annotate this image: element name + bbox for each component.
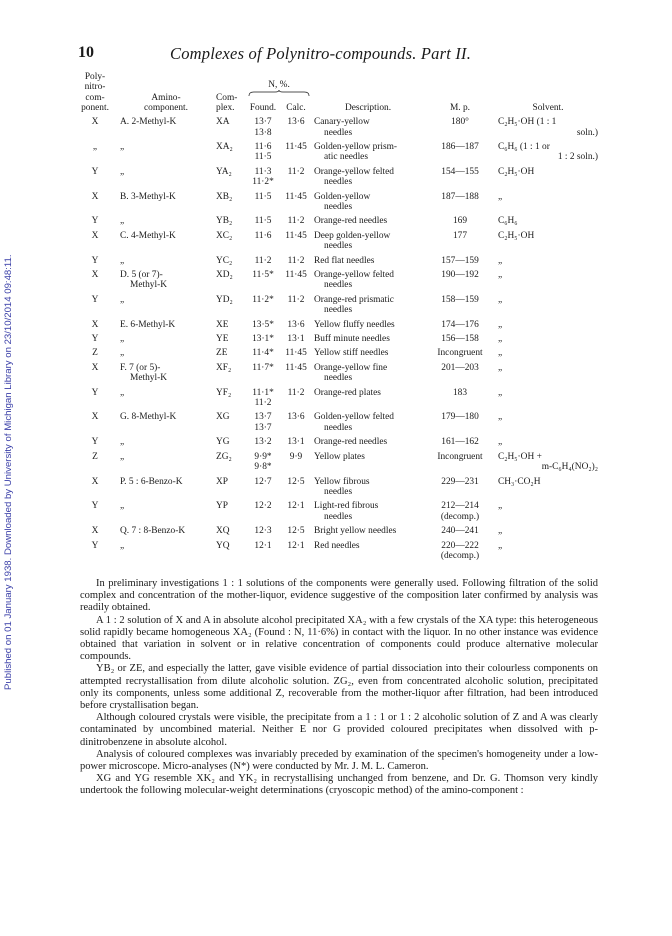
cell-calc: 12·5 (287, 526, 305, 537)
cell-description: Yellow fibrous needles (314, 476, 370, 497)
cell-polynitro: Y (91, 437, 99, 448)
cell-amino: „ (120, 141, 125, 152)
cell-solvent: „ (498, 387, 503, 398)
cell-description: Orange-red needles (314, 216, 388, 227)
cell-mp: 154—155 (441, 166, 479, 177)
cell-solvent: C₂H₅·OH (498, 230, 535, 241)
cell-calc: 11·45 (285, 362, 307, 373)
header-complex: Com- plex. (216, 92, 238, 114)
cell-description: Golden-yellow prism- atic needles (314, 141, 398, 163)
cell-polynitro: X (91, 270, 99, 280)
cell-mp: 229—231 (441, 476, 479, 487)
cell-mp: 156—158 (441, 334, 479, 345)
cell-found: 13·2 (254, 437, 272, 448)
cell-complex: XQ (216, 526, 230, 537)
cell-polynitro: X (91, 230, 99, 241)
cell-description: Yellow plates (314, 451, 365, 462)
cell-solvent: C₆H₆ (1 : 1 or 1 : 2 soln.) (498, 141, 598, 163)
cell-description: Orange-yellow felted needles (314, 166, 394, 188)
cell-found: 13·7 13·8 (254, 117, 272, 138)
cell-complex: ZE (216, 348, 228, 359)
paragraph: Analysis of coloured complexes was invariably preceded by examination of the specimen's homogeneity under a low-power microscope. Micro-analyses (N*) were conducted by Mr. J. M. L. Cameron. (80, 748, 598, 773)
cell-solvent: „ (498, 437, 503, 448)
cell-complex: XA (216, 117, 230, 128)
table-row (72, 190, 600, 215)
cell-complex: XG (216, 412, 230, 423)
cell-calc: 13·1 (287, 437, 305, 448)
table-row (72, 450, 600, 475)
cell-found: 11·7* (252, 362, 274, 373)
table-header (72, 72, 600, 116)
header-polynitro: Poly- nitro- com- ponent. (81, 72, 109, 114)
header-description: Description. (344, 103, 392, 114)
cell-amino: E. 6-Methyl-K (120, 319, 176, 330)
paragraph: In preliminary investigations 1 : 1 solutions of the components were generally used. Following filtration of the solid complex and concentration of the mother-liquor, evidence suggestive of the composition later confirmed by analysis was readily obtained. (80, 578, 598, 614)
cell-solvent: „ (498, 319, 503, 330)
cell-complex: YC₂ (216, 255, 233, 266)
cell-description: Golden-yellow needles (314, 191, 371, 212)
page-header (78, 44, 598, 64)
table-row (72, 361, 600, 386)
cell-found: 12·7 (254, 476, 272, 487)
cell-found: 11·3 11·2* (252, 166, 274, 188)
cell-description: Orange-red plates (314, 387, 381, 398)
cell-mp: 220—222 (decomp.) (440, 540, 480, 561)
cell-solvent: CH₃·CO₂H (498, 476, 541, 487)
cell-mp: 212—214 (decomp.) (440, 501, 480, 522)
cell-calc: 11·2 (287, 166, 305, 177)
cell-description: Red flat needles (314, 255, 375, 266)
cell-polynitro: Y (91, 501, 99, 512)
cell-calc: 11·2 (287, 255, 305, 266)
cell-description: Yellow fluffy needles (314, 319, 395, 330)
cell-polynitro: Z (92, 451, 98, 462)
cell-mp: 186—187 (441, 141, 479, 152)
header-found: Found. (249, 103, 277, 114)
cell-complex: XC₂ (216, 230, 233, 241)
cell-amino: P. 5 : 6-Benzo-K (120, 476, 183, 487)
cell-calc: 11·2 (287, 387, 305, 398)
cell-solvent: „ (498, 412, 503, 423)
cell-solvent: „ (498, 255, 503, 266)
cell-amino: „ (120, 348, 125, 359)
table-row (72, 347, 600, 361)
cell-amino: „ (120, 437, 125, 448)
cell-description: Orange-red prismatic needles (314, 294, 394, 316)
table-row (72, 386, 600, 411)
cell-mp: 157—159 (441, 255, 479, 266)
cell-solvent: C₂H₅·OH (498, 166, 535, 177)
cell-calc: 11·2 (287, 216, 305, 227)
cell-description: Canary-yellow needles (314, 117, 370, 138)
header-amino: Amino- component. (143, 92, 188, 114)
download-watermark-text: Published on 01 January 1938. Downloaded by University of Michigan Library on 23/10/2014 09:48:11. (3, 254, 14, 690)
table-row (72, 318, 600, 332)
cell-calc: 11·45 (285, 191, 307, 202)
cell-polynitro: „ (92, 141, 98, 152)
cell-solvent: „ (498, 270, 503, 280)
cell-complex: YP (216, 501, 228, 512)
cell-calc: 11·45 (285, 230, 307, 241)
cell-description: Buff minute needles (314, 334, 390, 345)
header-solvent: Solvent. (532, 103, 564, 114)
cell-polynitro: Y (91, 387, 99, 398)
cell-calc: 11·45 (285, 348, 307, 359)
table-row (72, 333, 600, 347)
cell-polynitro: Y (91, 334, 99, 345)
cell-mp: 174—176 (441, 319, 479, 330)
table-body (72, 116, 600, 564)
cell-calc: 12·1 (287, 540, 305, 551)
cell-description: Golden-yellow felted needles (314, 412, 394, 433)
cell-solvent: „ (498, 526, 503, 537)
cell-description: Deep golden-yellow needles (314, 230, 391, 252)
cell-polynitro: X (91, 191, 99, 202)
cell-complex: YE (216, 334, 229, 345)
cell-amino: „ (120, 540, 125, 551)
cell-mp: 158—159 (441, 294, 479, 305)
cell-mp: Incongruent (437, 348, 483, 359)
cell-calc: 9·9 (289, 451, 303, 462)
header-nitrogen: N, %. (246, 72, 312, 97)
cell-calc: 12·5 (287, 476, 305, 487)
paragraph: A 1 : 2 solution of X and A in absolute alcohol precipitated XA₂ with a few crystals of the XA type: this heterogeneous solid rapidly became homogeneous XA₂ (Found : N, 11·6%) in contact with the liquor. In no other instance was evidence obtained that variation in solvent or in relative concentration of components could produce alternative molecular compounds. (80, 614, 598, 663)
cell-polynitro: X (91, 476, 99, 487)
cell-mp: 187—188 (441, 191, 479, 202)
cell-solvent: „ (498, 362, 503, 373)
cell-calc: 11·2 (287, 294, 305, 305)
table-row (72, 539, 600, 564)
page-number: 10 (78, 44, 94, 61)
cell-found: 11·1* 11·2 (252, 387, 274, 409)
table-row (72, 475, 600, 500)
brace-icon (248, 90, 310, 97)
cell-amino: D. 5 (or 7)- Methyl-K (120, 270, 167, 291)
cell-complex: YQ (216, 540, 230, 551)
cell-solvent: „ (498, 540, 503, 551)
table-row (72, 293, 600, 318)
table-row (72, 140, 600, 165)
cell-amino: A. 2-Methyl-K (120, 117, 177, 128)
cell-found: 13·1* (252, 334, 274, 345)
cell-complex: XE (216, 319, 229, 330)
cell-amino: B. 3-Methyl-K (120, 191, 176, 202)
cell-description: Light-red fibrous needles (314, 501, 379, 522)
cell-complex: YD₂ (216, 294, 233, 305)
table-row (72, 500, 600, 525)
cell-polynitro: Z (92, 348, 98, 359)
cell-amino: „ (120, 216, 125, 227)
cell-amino: „ (120, 501, 125, 512)
cell-amino: „ (120, 294, 125, 305)
cell-mp: 201—203 (441, 362, 479, 373)
cell-solvent: C₆H₆ (498, 216, 518, 227)
cell-complex: ZG₂ (216, 451, 232, 462)
table-row (72, 525, 600, 539)
paragraph: XG and YG resemble XK₂ and YK₂ in recrystallising unchanged from benzene, and Dr. G. Thomson very kindly undertook the following molecular-weight determinations (cryoscopic method) of the amino-component : (80, 773, 598, 797)
cell-calc: 11·45 (285, 141, 307, 152)
cell-description: Orange-yellow felted needles (314, 270, 394, 291)
cell-polynitro: X (91, 526, 99, 537)
cell-found: 11·2 (254, 255, 272, 266)
cell-description: Bright yellow needles (314, 526, 397, 537)
cell-mp: Incongruent (437, 451, 483, 462)
cell-mp: 161—162 (441, 437, 479, 448)
cell-found: 9·9* 9·8* (254, 451, 272, 473)
table-row (72, 116, 600, 141)
cell-mp: 177 (452, 230, 468, 241)
cell-polynitro: Y (91, 540, 99, 551)
cell-complex: XF₂ (216, 362, 232, 373)
cell-polynitro: Y (91, 294, 99, 305)
cell-solvent: „ (498, 191, 503, 202)
cell-mp: 169 (452, 216, 468, 227)
cell-polynitro: Y (91, 255, 99, 266)
cell-description: Red needles (314, 540, 360, 551)
complexes-table (72, 72, 600, 564)
cell-found: 12·2 (254, 501, 272, 512)
cell-complex: XP (216, 476, 228, 487)
cell-solvent: „ (498, 501, 503, 512)
body-text (80, 578, 598, 798)
cell-polynitro: X (91, 412, 99, 423)
cell-calc: 13·1 (287, 334, 305, 345)
cell-calc: 13·6 (287, 319, 305, 330)
cell-amino: G. 8-Methyl-K (120, 412, 177, 423)
cell-found: 11·5* (252, 270, 274, 280)
cell-mp: 180° (451, 117, 469, 128)
table-row (72, 165, 600, 190)
cell-calc: 11·45 (285, 270, 307, 280)
download-watermark (3, 130, 17, 690)
table-row (72, 215, 600, 229)
cell-complex: YG (216, 437, 230, 448)
cell-amino: C. 4-Methyl-K (120, 230, 176, 241)
cell-amino: Q. 7 : 8-Benzo-K (120, 526, 186, 537)
cell-amino: „ (120, 255, 125, 266)
cell-mp: 179—180 (441, 412, 479, 423)
cell-solvent: „ (498, 334, 503, 345)
cell-amino: „ (120, 334, 125, 345)
table-row (72, 229, 600, 254)
cell-complex: YA₂ (216, 166, 232, 177)
cell-solvent: „ (498, 348, 503, 359)
cell-mp: 190—192 (441, 270, 479, 280)
cell-description: Yellow stiff needles (314, 348, 389, 359)
table-row (72, 269, 600, 294)
cell-calc: 13·6 (287, 117, 305, 128)
cell-solvent: „ (498, 294, 503, 305)
cell-complex: YB₂ (216, 216, 233, 227)
cell-amino: F. 7 (or 5)- Methyl-K (120, 362, 167, 384)
table-row (72, 411, 600, 436)
cell-found: 11·6 11·5 (254, 141, 272, 163)
cell-amino: „ (120, 387, 125, 398)
cell-solvent: C₂H₅·OH + m-C₆H₄(NO₂)₂ (498, 451, 598, 473)
cell-amino: „ (120, 166, 125, 177)
cell-found: 11·4* (252, 348, 274, 359)
cell-complex: XA₂ (216, 141, 233, 152)
cell-description: Orange-yellow fine needles (314, 362, 388, 384)
cell-found: 12·3 (254, 526, 272, 537)
running-title: Complexes of Polynitro-compounds. Part II. (170, 44, 472, 63)
cell-found: 11·5 (254, 216, 272, 227)
cell-polynitro: X (91, 319, 99, 330)
cell-found: 13·5* (252, 319, 274, 330)
paragraph: YB₂ or ZE, and especially the latter, gave visible evidence of partial dissociation into their colourless components on attempted recrystallisation from dilute alcoholic solution. ZG₂, even from concentrated alcoholic solution, precipitated only its components, unless some additional Z, recoverable from the mother-liquor after filtration, had been introduced before crystallisation began. (80, 663, 598, 712)
cell-description: Orange-red needles (314, 437, 388, 448)
cell-complex: XD₂ (216, 270, 233, 280)
cell-complex: XB₂ (216, 191, 233, 202)
paragraph: Although coloured crystals were visible, the precipitate from a 1 : 1 or 1 : 2 alcoholic solution of Z and A was clearly contaminated by uncombined material. Neither E nor G provided coloured precipitates when dissolved with p-dinitrobenzene in absolute alcohol. (80, 712, 598, 748)
cell-mp: 240—241 (441, 526, 479, 537)
cell-found: 11·2* (252, 294, 274, 305)
cell-found: 12·1 (254, 540, 272, 551)
header-mp: M. p. (449, 103, 471, 114)
cell-calc: 12·1 (287, 501, 305, 512)
cell-solvent: C₂H₅·OH (1 : 1 soln.) (498, 117, 598, 138)
cell-polynitro: Y (91, 216, 99, 227)
cell-amino: „ (120, 451, 125, 462)
cell-complex: YF₂ (216, 387, 232, 398)
cell-found: 11·5 (254, 191, 272, 202)
cell-polynitro: Y (91, 166, 99, 177)
cell-calc: 13·6 (287, 412, 305, 423)
cell-polynitro: X (91, 362, 99, 373)
cell-mp: 183 (452, 387, 468, 398)
cell-found: 11·6 (254, 230, 272, 241)
table-row (72, 254, 600, 268)
cell-polynitro: X (91, 117, 99, 128)
header-calc: Calc. (286, 103, 306, 114)
table-row (72, 436, 600, 450)
cell-found: 13·7 13·7 (254, 412, 272, 433)
